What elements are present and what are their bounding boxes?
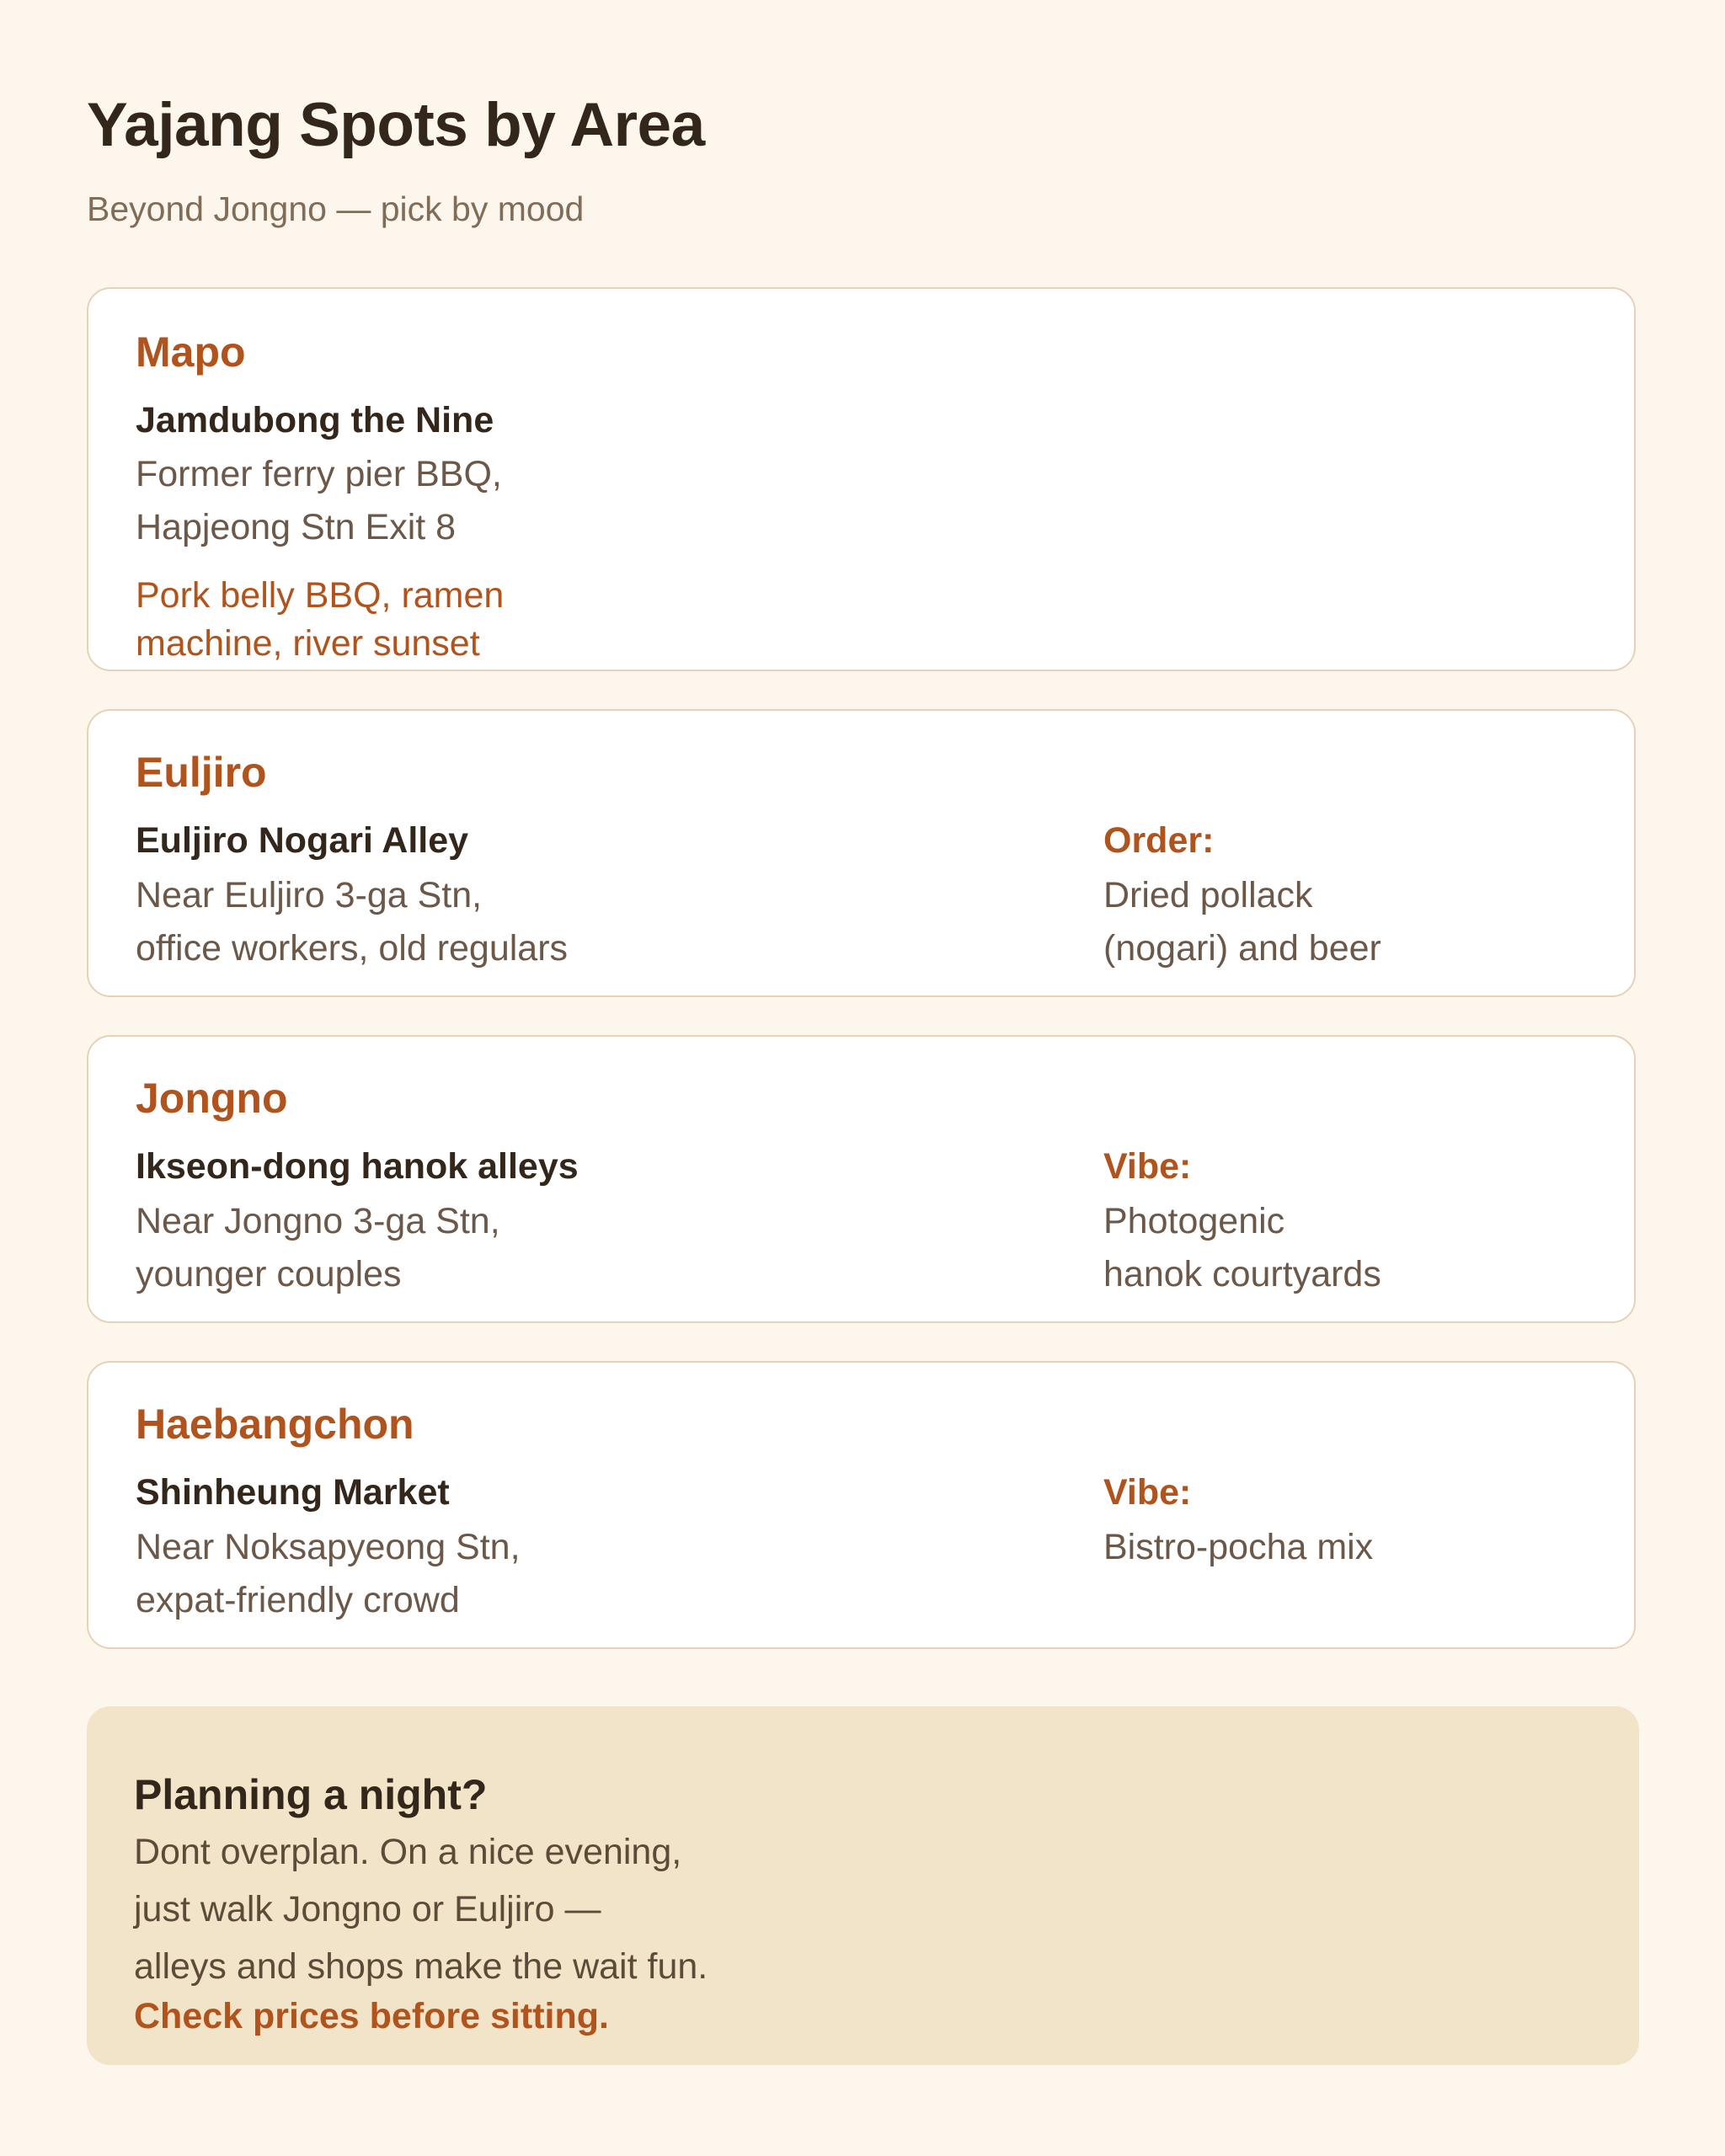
spot-description-line: younger couples: [136, 1254, 402, 1294]
area-name: Haebangchon: [136, 1401, 414, 1448]
spot-highlight-line: machine, river sunset: [136, 623, 480, 664]
planning-tip-box: [87, 1706, 1639, 2065]
page-title: Yajang Spots by Area: [87, 91, 705, 159]
spot-description-line: expat-friendly crowd: [136, 1580, 460, 1620]
vibe-text-line: hanok courtyards: [1103, 1254, 1381, 1294]
vibe-text: [1103, 1195, 1381, 1301]
area-card-jongno: [87, 1035, 1636, 1323]
vibe-label: Vibe:: [1103, 1472, 1192, 1513]
tip-body-line: alleys and shops make the wait fun.: [134, 1946, 708, 1987]
spot-description-line: Near Noksapyeong Stn,: [136, 1527, 521, 1567]
spot-description-line: Near Euljiro 3-ga Stn,: [136, 875, 483, 915]
spot-description-line: Hapjeong Stn Exit 8: [136, 507, 457, 547]
order-text-line: (nogari) and beer: [1103, 928, 1381, 969]
spot-description-line: office workers, old regulars: [136, 928, 569, 969]
area-card-mapo: [87, 287, 1636, 671]
order-text-line: Dried pollack: [1103, 875, 1313, 915]
tip-title: Planning a night?: [134, 1771, 488, 1818]
spot-name: Jamdubong the Nine: [136, 400, 494, 440]
order-label: Order:: [1103, 820, 1215, 861]
spot-name: Ikseon-dong hanok alleys: [136, 1146, 579, 1187]
spot-description: [136, 448, 502, 554]
area-name: Mapo: [136, 328, 246, 376]
spot-name: Euljiro Nogari Alley: [136, 820, 469, 861]
area-name: Euljiro: [136, 749, 267, 796]
spot-description-line: Former ferry pier BBQ,: [136, 454, 502, 494]
spot-description-line: Near Jongno 3-ga Stn,: [136, 1201, 500, 1241]
tip-body-line: just walk Jongno or Euljiro —: [134, 1889, 601, 1929]
tip-body-line: Dont overplan. On a nice evening,: [134, 1832, 682, 1872]
vibe-label: Vibe:: [1103, 1146, 1192, 1187]
spot-description: [136, 869, 568, 975]
page-subtitle: Beyond Jongno — pick by mood: [87, 189, 585, 228]
spot-description: [136, 1195, 500, 1301]
spot-highlight: [136, 572, 504, 668]
tip-body: [134, 1823, 708, 1995]
area-card-haebangchon: [87, 1361, 1636, 1649]
order-text: [1103, 869, 1381, 975]
tip-callout: Check prices before sitting.: [134, 1996, 609, 2036]
vibe-text: [1103, 1521, 1373, 1574]
area-name: Jongno: [136, 1075, 288, 1122]
area-card-euljiro: [87, 709, 1636, 997]
vibe-text-line: Bistro-pocha mix: [1103, 1527, 1374, 1567]
spot-description: [136, 1521, 521, 1627]
spot-highlight-line: Pork belly BBQ, ramen: [136, 575, 505, 616]
vibe-text-line: Photogenic: [1103, 1201, 1285, 1241]
spot-name: Shinheung Market: [136, 1472, 450, 1513]
